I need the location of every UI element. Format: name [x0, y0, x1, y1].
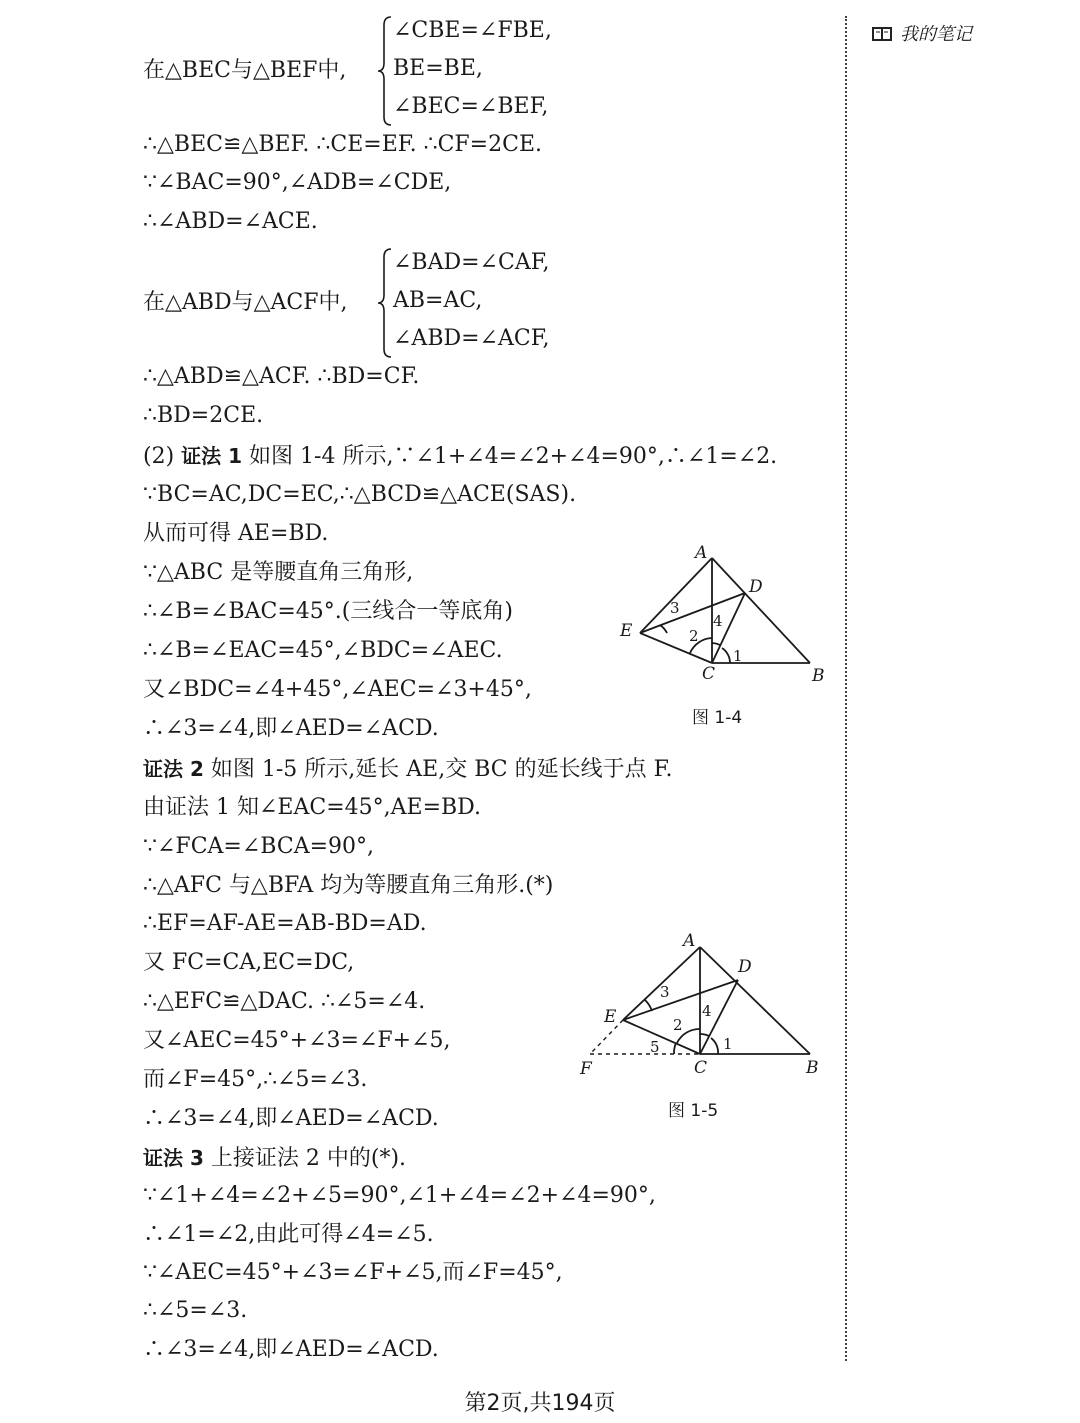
segment-ec — [623, 1020, 700, 1054]
system-line: ∠BEC=∠BEF, — [393, 94, 549, 119]
proof-line: ∴∠B=∠EAC=45°,∠BDC=∠AEC. — [143, 638, 503, 663]
proof-line: ∵△ABC 是等腰直角三角形, — [143, 560, 414, 585]
proof-line: ∴△EFC≌△DAC. ∴∠5=∠4. — [143, 989, 426, 1014]
proof-line: ∴∠3=∠4,即∠AED=∠ACD. — [143, 1337, 439, 1362]
angle-arc-1 — [722, 648, 730, 663]
proof-line: ∴△AFC 与△BFA 均为等腰直角三角形.(*) — [143, 873, 554, 898]
proof-line: ∴∠ABD=∠ACE. — [143, 209, 318, 234]
angle-4-label: 4 — [702, 1002, 712, 1020]
notes-divider — [845, 16, 847, 1361]
system-line: ∠BAD=∠CAF, — [393, 250, 550, 275]
proof-line: 又∠AEC=45°+∠3=∠F+∠5, — [143, 1028, 451, 1053]
point-a-label: A — [683, 931, 696, 951]
system-line: ∠ABD=∠ACF, — [393, 326, 550, 351]
figure-1-5-caption: 图 1-5 — [668, 1101, 719, 1121]
proof-line: ∴△ABD≌△ACF. ∴BD=CF. — [143, 364, 420, 389]
proof2-label: 证法 2 — [143, 757, 204, 781]
point-e-label: E — [620, 621, 633, 641]
proof2-intro: 如图 1-5 所示,延长 AE,交 BC 的延长线于点 F. — [203, 757, 673, 782]
system-prefix: 在△ABD与△ACF中, — [143, 290, 348, 315]
proof-line: 又∠BDC=∠4+45°,∠AEC=∠3+45°, — [143, 677, 532, 702]
point-b-label: B — [806, 1058, 819, 1078]
figure-1-4-caption: 图 1-4 — [692, 708, 743, 728]
system-line: AB=AC, — [393, 288, 483, 313]
equation-system-abd-acf — [143, 245, 623, 361]
segment-ec — [640, 633, 712, 663]
figure-1-4 — [610, 538, 830, 688]
angle-3-label: 3 — [660, 983, 670, 1001]
proof-line: ∵∠1+∠4=∠2+∠5=90°,∠1+∠4=∠2+∠4=90°, — [143, 1183, 656, 1208]
point-f-label: F — [580, 1059, 592, 1079]
angle-arc-4 — [712, 643, 720, 645]
proof-line: ∵∠AEC=45°+∠3=∠F+∠5,而∠F=45°, — [143, 1260, 563, 1285]
proof-line: ∵∠BAC=90°,∠ADB=∠CDE, — [143, 170, 452, 195]
proof-line: ∴∠B=∠BAC=45°.(三线合一等底角) — [143, 599, 513, 624]
system-line: BE=BE, — [393, 56, 483, 81]
proof-line: ∴BD=2CE. — [143, 403, 264, 428]
proof1-label: 证法 1 — [181, 444, 243, 468]
equation-system-bec-bef — [143, 13, 623, 129]
point-c-label: C — [702, 664, 716, 684]
proof-line: 又 FC=CA,EC=DC, — [143, 950, 355, 975]
proof-line: 从而可得 AE=BD. — [143, 521, 329, 546]
proof-line: ∴△BEC≌△BEF. ∴CE=EF. ∴CF=2CE. — [143, 132, 542, 157]
proof2-heading — [143, 754, 672, 785]
segment-ab — [700, 947, 810, 1054]
angle-arc-3 — [660, 625, 667, 633]
proof3-heading — [143, 1143, 406, 1174]
system-prefix: 在△BEC与△BEF中, — [143, 58, 347, 83]
point-d-label: D — [749, 577, 763, 597]
angle-2-label: 2 — [689, 627, 699, 645]
proof1-intro: 如图 1-4 所示,∵∠1+∠4=∠2+∠4=90°,∴∠1=∠2. — [242, 444, 778, 469]
point-e-label: E — [604, 1007, 617, 1027]
point-a-label: A — [695, 543, 708, 563]
angle-2-label: 2 — [673, 1016, 683, 1034]
proof-line: ∴∠3=∠4,即∠AED=∠ACD. — [143, 1106, 439, 1131]
proof1-heading — [143, 441, 777, 472]
angle-arc-5 — [674, 1043, 676, 1054]
angle-1-label: 1 — [733, 647, 743, 665]
proof-line: ∵BC=AC,DC=EC,∴△BCD≌△ACE(SAS). — [143, 482, 577, 507]
angle-arc-4 — [700, 1034, 709, 1036]
figure-1-5 — [570, 925, 830, 1085]
proof3-intro: 上接证法 2 中的(*). — [203, 1146, 407, 1171]
proof-line: ∴∠3=∠4,即∠AED=∠ACD. — [143, 716, 439, 741]
book-icon — [872, 27, 892, 41]
angle-arc-1 — [711, 1038, 718, 1054]
angle-arc-3 — [645, 1000, 652, 1011]
page-number: 第2页,共194页 — [464, 1391, 616, 1416]
segment-ab — [712, 558, 810, 663]
proof-line: 由证法 1 知∠EAC=45°,AE=BD. — [143, 795, 482, 820]
point-c-label: C — [694, 1058, 708, 1078]
angle-1-label: 1 — [723, 1035, 733, 1053]
proof-line: ∴∠1=∠2,由此可得∠4=∠5. — [143, 1222, 434, 1247]
angle-4-label: 4 — [713, 612, 723, 630]
angle-3-label: 3 — [670, 599, 680, 617]
segment-ae — [640, 558, 712, 633]
notes-title: 我的笔记 — [900, 24, 972, 45]
proof-line: ∴∠5=∠3. — [143, 1298, 248, 1323]
angle-5-label: 5 — [650, 1038, 660, 1056]
left-brace — [377, 13, 393, 129]
proof-line: ∴EF=AF-AE=AB-BD=AD. — [143, 911, 427, 936]
system-line: ∠CBE=∠FBE, — [393, 18, 552, 43]
point-d-label: D — [738, 957, 752, 977]
point-b-label: B — [812, 666, 825, 686]
proof-line: 而∠F=45°,∴∠5=∠3. — [143, 1067, 368, 1092]
proof3-label: 证法 3 — [143, 1146, 204, 1170]
proof-line: ∵∠FCA=∠BCA=90°, — [143, 834, 374, 859]
notes-header — [872, 20, 972, 46]
part-number: (2) — [143, 444, 182, 469]
left-brace — [377, 245, 393, 361]
